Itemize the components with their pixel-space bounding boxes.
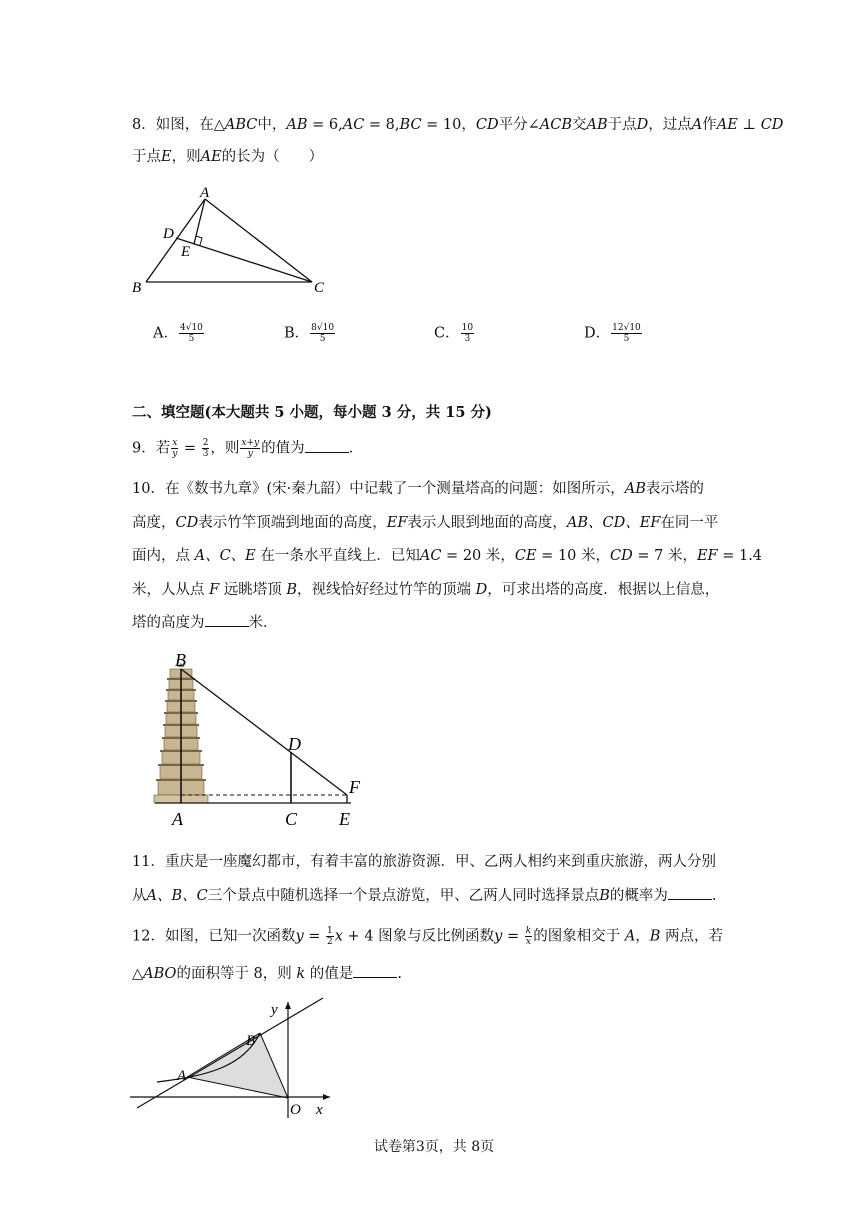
page-footer: 试卷第3页，共 8页 bbox=[373, 1139, 495, 1155]
q12-label-y: y bbox=[271, 1002, 278, 1018]
q10-label-c: C bbox=[285, 809, 298, 829]
q11-line-2: 从A、B、C三个景点中随机选择一个景点游览，甲、乙两人同时选择景点B的概率为 . bbox=[132, 888, 717, 904]
q10-line-4: 米，人从点 F 远眺塔顶 B，视线恰好经过竹竿的顶端 D，可求出塔的高度．根据以上信息， bbox=[132, 582, 720, 598]
q8-option-c[interactable]: C． $\frac{10}{3}$ bbox=[434, 323, 474, 344]
q12-label-b: B bbox=[246, 1033, 256, 1049]
q12-graph-figure bbox=[125, 990, 345, 1125]
q10-line-2: 高度，CD表示竹竿顶端到地面的高度，EF表示人眼到地面的高度，AB、CD、EF在同一平 bbox=[132, 515, 719, 531]
q8-label-e: E bbox=[181, 244, 191, 260]
q8-option-a[interactable]: A． $\frac{4√10}{5}$ bbox=[153, 323, 203, 344]
q8-side-ab bbox=[146, 199, 205, 282]
q11-answer-blank[interactable] bbox=[668, 887, 712, 900]
q8-label-c: C bbox=[314, 280, 325, 296]
q12-shaded-triangle-abo bbox=[187, 1033, 288, 1098]
q10-label-e: E bbox=[339, 809, 350, 829]
q12-x-axis-arrow-icon bbox=[323, 1094, 330, 1100]
q8-triangle-figure bbox=[120, 180, 340, 300]
q12-label-a: A bbox=[177, 1068, 187, 1084]
q9-line: 9．若 $\frac{x}{y}$ = $\frac{2}{3}$ ，则 $\frac{x+y}{y}$ 的值为 . bbox=[132, 438, 354, 459]
q12-label-x: x bbox=[316, 1102, 323, 1118]
q10-line-3: 面内，点 A、C、E 在一条水平直线上．已知AC = 20 米，CE = 10 米，CD = 7 米，EF = 1.4 bbox=[132, 548, 763, 564]
section-2-title: 二、填空题(本大题共 5 小题，每小题 3 分，共 15 分) bbox=[132, 404, 492, 421]
q8-label-a: A bbox=[200, 185, 210, 201]
q11-line-1: 11．重庆是一座魔幻都市，有着丰富的旅游资源．甲、乙两人相约来到重庆旅游，两人分别 bbox=[132, 854, 716, 870]
q12-label-o: O bbox=[290, 1102, 301, 1118]
q10-label-b: B bbox=[175, 650, 186, 670]
q12-y-axis-arrow-icon bbox=[285, 1002, 291, 1009]
q12-answer-blank[interactable] bbox=[353, 965, 397, 978]
q12-line-2: △ABO的面积等于 8，则 k 的值是 . bbox=[132, 966, 402, 982]
q8-line-1: 8．如图，在△ABC中，AB = 6,AC = 8,BC = 10，CD平分∠ACB交AB于点D，过点A作AE ⊥ CD bbox=[132, 117, 784, 133]
q10-label-a: A bbox=[172, 809, 183, 829]
q10-line-1: 10．在《数书九章》(宋·秦九韶）中记载了一个测量塔高的问题：如图所示，AB表示塔的 bbox=[132, 481, 704, 497]
q8-option-d[interactable]: D． $\frac{12√10}{5}$ bbox=[584, 323, 641, 344]
q8-segment-cd bbox=[176, 238, 312, 282]
q8-label-d: D bbox=[163, 226, 174, 242]
q10-sight-line-bf bbox=[181, 669, 347, 795]
q9-answer-blank[interactable] bbox=[305, 440, 349, 453]
q8-option-b[interactable]: B． $\frac{8√10}{5}$ bbox=[284, 323, 335, 344]
q12-line-1: 12．如图，已知一次函数y = $\frac{1}{2}$ x + 4 图象与反比例函数y = $\frac{k}{x}$ 的图象相交于 A，B 两点，若 bbox=[132, 926, 724, 947]
q12-linear-function-line bbox=[137, 998, 323, 1108]
q8-label-b: B bbox=[132, 280, 142, 296]
q10-line-5: 塔的高度为 米． bbox=[132, 615, 278, 631]
q10-label-f: F bbox=[349, 777, 360, 797]
q10-label-d: D bbox=[288, 734, 301, 754]
q8-side-ac bbox=[205, 199, 312, 282]
q10-tower-figure bbox=[145, 645, 375, 835]
q8-right-angle-mark bbox=[196, 236, 202, 245]
q8-line-2: 于点E，则AE的长为（ ） bbox=[132, 149, 324, 165]
q10-answer-blank[interactable] bbox=[205, 614, 249, 627]
